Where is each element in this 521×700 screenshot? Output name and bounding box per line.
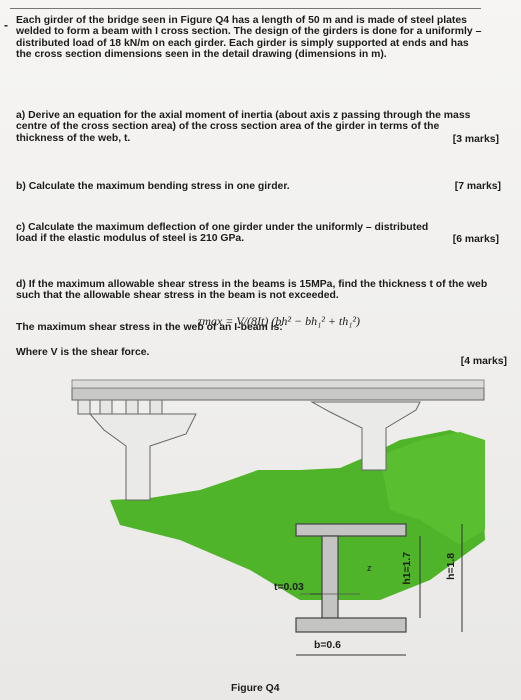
deck-shading	[72, 380, 484, 388]
web-height-label: h1=1.7	[402, 552, 413, 585]
question-c-marks: [6 marks]	[452, 234, 499, 245]
question-c: c) Calculate the maximum deflection of one girder under the uniformly – distributed load if the elastic modulus of steel is 210 GPa.	[16, 222, 429, 245]
z-axis-label: z	[367, 563, 372, 573]
question-a: a) Derive an equation for the axial moment of inertia (about axis z passing through the mass centre of the cross section area) of the cross section area of the girder in terms of the thickness of the web, t.	[16, 110, 471, 144]
question-b-marks: [7 marks]	[454, 181, 501, 192]
left-pier	[90, 414, 196, 500]
problem-intro: Each girder of the bridge seen in Figure Q4 has a length of 50 m and is made of steel plates welded to form a beam with I cross section. The design of the girders is done for a uniformly – distributed load of 18 kN/m on each girder. Each girder is simply supported at ends and has the cross section dimensions seen in the detail drawing (dimensions in m).	[16, 15, 482, 61]
shear-formula: τmax = V/(8It) (bh² − bh₁² + th₁²)	[198, 314, 361, 328]
question-a-marks: [3 marks]	[452, 134, 499, 145]
question-d-marks: [4 marks]	[460, 356, 507, 367]
bridge-deck	[72, 388, 484, 400]
shear-formula-label: The maximum shear stress in the web of an I-beam is:	[16, 322, 283, 333]
bullet-mark: -	[4, 18, 8, 32]
question-b: b) Calculate the maximum bending stress in one girder.	[16, 181, 290, 192]
shear-force-note: Where V is the shear force.	[16, 347, 150, 358]
figure-caption: Figure Q4	[231, 683, 280, 694]
deck-i-beams	[78, 400, 162, 414]
question-d: d) If the maximum allowable shear stress in the beams is 15MPa, find the thickness t of the web such that the allowable shear stress in the beam is not exceeded.	[16, 279, 488, 302]
thickness-label: t=0.03	[274, 582, 304, 593]
total-height-label: h=1.8	[446, 553, 457, 580]
flange-width-label: b=0.6	[314, 640, 341, 651]
